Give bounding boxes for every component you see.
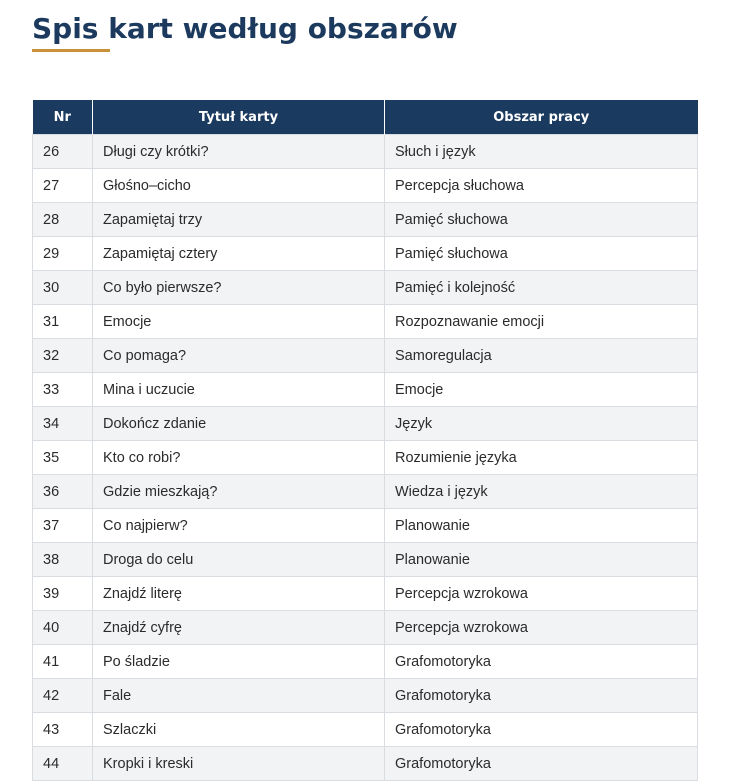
cell-nr: 29 (33, 237, 93, 271)
title-underline (32, 49, 110, 52)
cell-card-title: Co pomaga? (93, 339, 385, 373)
cell-nr: 39 (33, 577, 93, 611)
cell-nr: 28 (33, 203, 93, 237)
cell-card-title: Fale (93, 679, 385, 713)
cell-card-title: Głośno–cicho (93, 169, 385, 203)
cards-table (32, 100, 698, 781)
table-row (33, 713, 698, 747)
cell-work-area: Percepcja wzrokowa (385, 577, 698, 611)
cell-nr: 40 (33, 611, 93, 645)
cell-work-area: Emocje (385, 373, 698, 407)
cell-work-area: Rozpoznawanie emocji (385, 305, 698, 339)
table-row (33, 169, 698, 203)
cell-work-area: Wiedza i język (385, 475, 698, 509)
cell-work-area: Planowanie (385, 509, 698, 543)
cell-nr: 33 (33, 373, 93, 407)
table-row (33, 237, 698, 271)
table-body (33, 135, 698, 781)
cell-card-title: Droga do celu (93, 543, 385, 577)
page-title: Spis kart według obszarów (32, 12, 458, 45)
column-header-nr: Nr (33, 100, 93, 135)
cell-work-area: Percepcja wzrokowa (385, 611, 698, 645)
cell-nr: 42 (33, 679, 93, 713)
cell-card-title: Zapamiętaj cztery (93, 237, 385, 271)
cell-work-area: Pamięć słuchowa (385, 203, 698, 237)
table-row (33, 271, 698, 305)
cell-card-title: Długi czy krótki? (93, 135, 385, 169)
cell-card-title: Szlaczki (93, 713, 385, 747)
table-row (33, 645, 698, 679)
table-row (33, 475, 698, 509)
cell-card-title: Kto co robi? (93, 441, 385, 475)
cell-work-area: Rozumienie języka (385, 441, 698, 475)
cell-work-area: Pamięć i kolejność (385, 271, 698, 305)
cell-work-area: Grafomotoryka (385, 713, 698, 747)
cell-work-area: Percepcja słuchowa (385, 169, 698, 203)
cell-nr: 26 (33, 135, 93, 169)
table-row (33, 407, 698, 441)
column-header-title: Tytuł karty (93, 100, 385, 135)
cell-nr: 37 (33, 509, 93, 543)
cell-card-title: Dokończ zdanie (93, 407, 385, 441)
cell-work-area: Słuch i język (385, 135, 698, 169)
cell-card-title: Emocje (93, 305, 385, 339)
table-header (33, 100, 698, 135)
cell-work-area: Samoregulacja (385, 339, 698, 373)
table-row (33, 747, 698, 781)
cell-card-title: Co było pierwsze? (93, 271, 385, 305)
cell-card-title: Gdzie mieszkają? (93, 475, 385, 509)
cell-card-title: Zapamiętaj trzy (93, 203, 385, 237)
cell-card-title: Znajdź literę (93, 577, 385, 611)
cell-work-area: Pamięć słuchowa (385, 237, 698, 271)
table-row (33, 679, 698, 713)
cell-work-area: Planowanie (385, 543, 698, 577)
table-row (33, 577, 698, 611)
cell-work-area: Grafomotoryka (385, 645, 698, 679)
cell-nr: 38 (33, 543, 93, 577)
table-row (33, 441, 698, 475)
cell-nr: 34 (33, 407, 93, 441)
cell-nr: 32 (33, 339, 93, 373)
cell-nr: 44 (33, 747, 93, 781)
cell-card-title: Co najpierw? (93, 509, 385, 543)
cell-work-area: Język (385, 407, 698, 441)
column-header-area: Obszar pracy (385, 100, 698, 135)
table-row (33, 203, 698, 237)
table-row (33, 509, 698, 543)
cell-work-area: Grafomotoryka (385, 747, 698, 781)
cell-nr: 35 (33, 441, 93, 475)
cell-nr: 27 (33, 169, 93, 203)
table-row (33, 135, 698, 169)
cell-nr: 36 (33, 475, 93, 509)
cell-nr: 30 (33, 271, 93, 305)
cell-nr: 41 (33, 645, 93, 679)
cell-nr: 31 (33, 305, 93, 339)
cell-card-title: Mina i uczucie (93, 373, 385, 407)
table-row (33, 611, 698, 645)
table-row (33, 339, 698, 373)
cell-work-area: Grafomotoryka (385, 679, 698, 713)
cell-card-title: Po śladzie (93, 645, 385, 679)
table-row (33, 373, 698, 407)
table-header-row (33, 100, 698, 135)
table-row (33, 543, 698, 577)
cell-card-title: Kropki i kreski (93, 747, 385, 781)
cell-nr: 43 (33, 713, 93, 747)
cell-card-title: Znajdź cyfrę (93, 611, 385, 645)
table-row (33, 305, 698, 339)
